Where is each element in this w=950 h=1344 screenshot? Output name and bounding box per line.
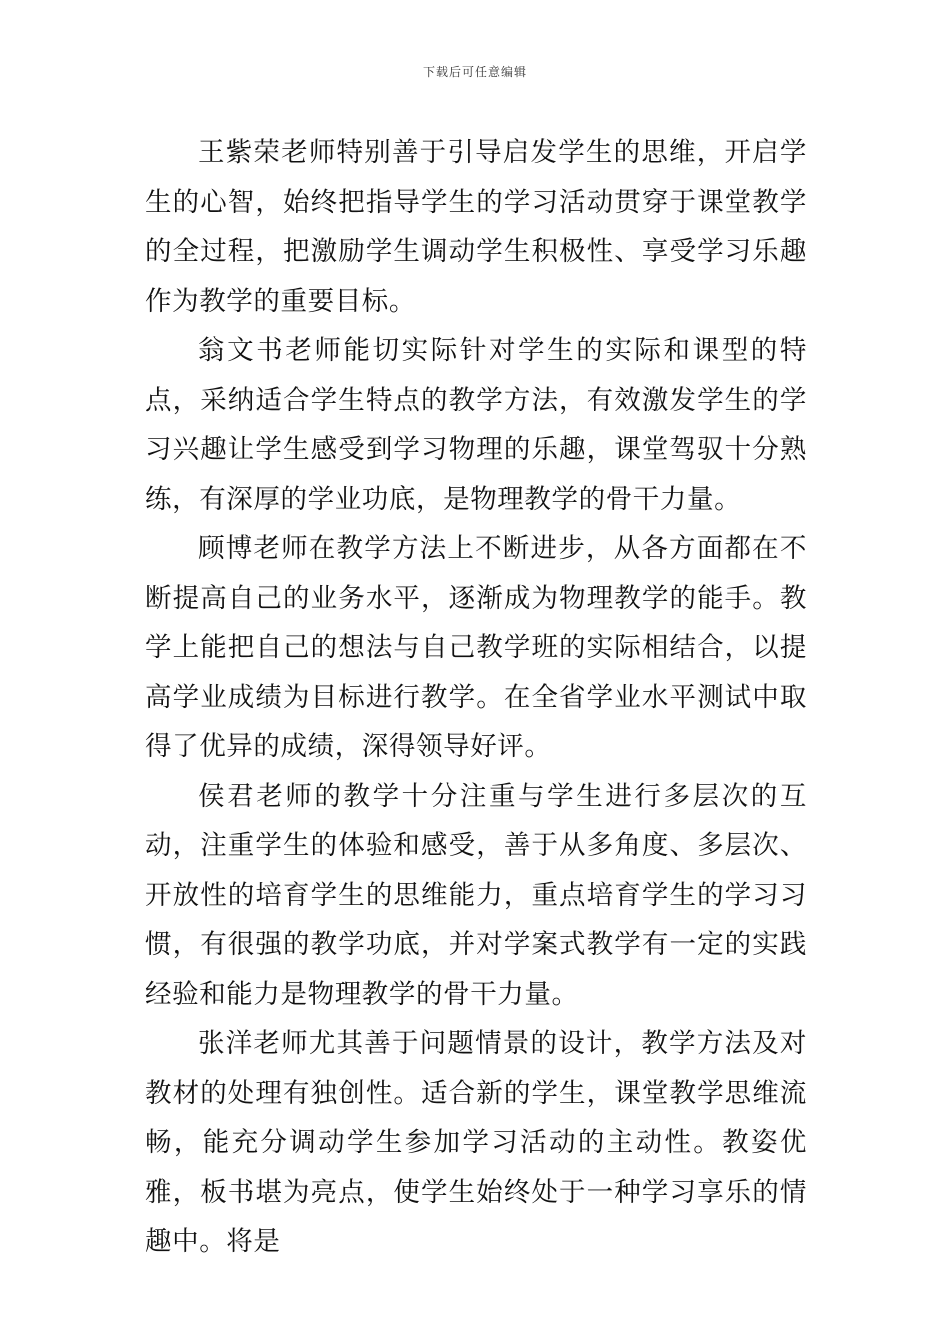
paragraph-hou-jun: 侯君老师的教学十分注重与学生进行多层次的互动，注重学生的体验和感受，善于从多角度、多层次、开放性的培育学生的思维能力，重点培育学生的学习习惯，有很强的教学功底，并对学案式教学有一定的实践经验和能力是物理教学的骨干力量。 <box>145 780 807 1010</box>
document-body <box>145 128 807 1267</box>
paragraph-zhang-yang: 张洋老师尤其善于问题情景的设计，教学方法及对教材的处理有独创性。适合新的学生，课堂教学思维流畅，能充分调动学生参加学习活动的主动性。教姿优雅，板书堪为亮点，使学生始终处于一种学习享乐的情趣中。将是 <box>145 1028 807 1257</box>
header-note: 下载后可任意编辑 <box>422 65 527 79</box>
paragraph-weng-wenshu: 翁文书老师能切实际针对学生的实际和课型的特点，采纳适合学生特点的教学方法，有效激发学生的学习兴趣让学生感受到学习物理的乐趣，课堂驾驭十分熟练，有深厚的学业功底，是物理教学的骨干力量。 <box>145 335 807 515</box>
paragraph-gu-bo: 顾博老师在教学方法上不断进步，从各方面都在不断提高自己的业务水平，逐渐成为物理教学的能手。教学上能把自己的想法与自己教学班的实际相结合，以提高学业成绩为目标进行教学。在全省学业水平测试中取得了优异的成绩，深得领导好评。 <box>145 533 807 762</box>
paragraph-wang-zirong: 王紫荣老师特别善于引导启发学生的思维，开启学生的心智，始终把指导学生的学习活动贯穿于课堂教学的全过程，把激励学生调动学生积极性、享受学习乐趣作为教学的重要目标。 <box>145 137 807 317</box>
